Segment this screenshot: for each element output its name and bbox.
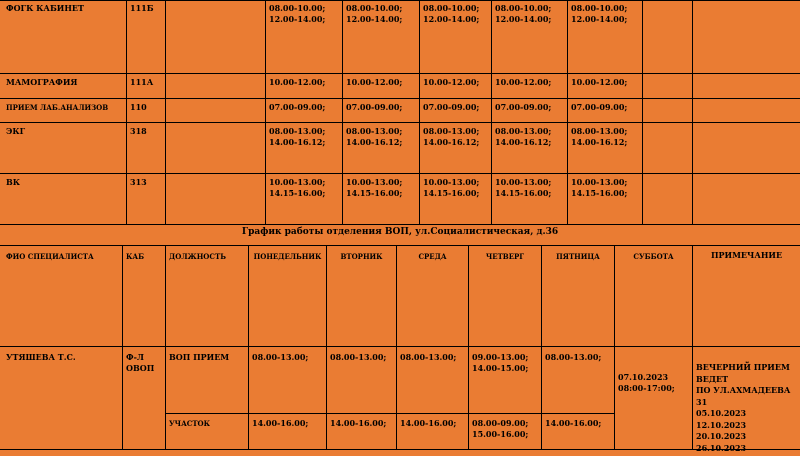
schedule-cell: 07.00-09.00; bbox=[571, 102, 628, 112]
schedule-cell: 14.00-16.00; bbox=[545, 418, 602, 428]
note-text: ВЕЧЕРНИЙ ПРИЕМ ВЕДЕТ ПО УЛ.АХМАДЕЕВА 31 05.10.2023 12.10.2023 20.10.2023 26.10.2023 bbox=[696, 362, 791, 453]
header-monday: ПОНЕДЕЛЬНИК bbox=[253, 252, 322, 261]
schedule-cell: 10.00-13.00; 14.15-16.00; bbox=[495, 177, 552, 198]
header-wednesday: СРЕДА bbox=[418, 252, 447, 261]
schedule-cell: 08.00-13.00; bbox=[330, 352, 387, 362]
schedule-cell: 08.00-10.00; 12.00-14.00; bbox=[495, 3, 552, 24]
schedule-cell: 09.00-13.00; 14.00-15.00; bbox=[472, 352, 529, 373]
schedule-cell: 08.00-13.00; 14.00-16.12; bbox=[571, 126, 628, 147]
schedule-cell: 08.00-13.00; 14.00-16.12; bbox=[495, 126, 552, 147]
schedule-cell: 10.00-12.00; bbox=[269, 77, 326, 87]
room-number: 110 bbox=[130, 102, 147, 112]
schedule-cell: 07.00-09.00; bbox=[346, 102, 403, 112]
header-cab: КАБ bbox=[126, 252, 145, 261]
schedule-cell: 08.00-13.00; 14.00-16.12; bbox=[423, 126, 480, 147]
room-number: 313 bbox=[130, 177, 147, 187]
service-name: ПРИЕМ ЛАБ.АНАЛИЗОВ bbox=[6, 103, 109, 112]
saturday-schedule: 07.10.2023 08:00-17:00; bbox=[618, 372, 675, 393]
room-number: 111А bbox=[130, 77, 154, 87]
schedule-cell: 10.00-12.00; bbox=[571, 77, 628, 87]
schedule-cell: 08.00-09.00; 15.00-16.00; bbox=[472, 418, 529, 439]
schedule-cell: 08.00-10.00; 12.00-14.00; bbox=[423, 3, 480, 24]
schedule-cell: 08.00-13.00; 14.00-16.12; bbox=[269, 126, 326, 147]
schedule-cell: 07.00-09.00; bbox=[423, 102, 480, 112]
schedule-cell: 08.00-13.00; bbox=[400, 352, 457, 362]
header-thursday: ЧЕТВЕРГ bbox=[485, 252, 525, 261]
position-vop: ВОП ПРИЕМ bbox=[169, 352, 230, 362]
header-saturday: СУББОТА bbox=[633, 252, 674, 261]
schedule-cell: 10.00-12.00; bbox=[423, 77, 480, 87]
header-fio: ФИО СПЕЦИАЛИСТА bbox=[6, 252, 94, 261]
schedule-cell: 08.00-13.00; bbox=[545, 352, 602, 362]
schedule-cell: 14.00-16.00; bbox=[400, 418, 457, 428]
schedule-cell: 08.00-10.00; 12.00-14.00; bbox=[571, 3, 628, 24]
service-name: ЭКГ bbox=[6, 126, 26, 136]
schedule-cell: 07.00-09.00; bbox=[269, 102, 326, 112]
schedule-cell: 10.00-12.00; bbox=[495, 77, 552, 87]
schedule-cell: 10.00-13.00; 14.15-16.00; bbox=[423, 177, 480, 198]
header-tuesday: ВТОРНИК bbox=[340, 252, 383, 261]
schedule-cell: 14.00-16.00; bbox=[330, 418, 387, 428]
schedule-cell: 08.00-13.00; bbox=[252, 352, 309, 362]
header-position: ДОЛЖНОСТЬ bbox=[169, 252, 226, 261]
position-uchastok: УЧАСТОК bbox=[169, 419, 211, 428]
room-number: 111Б bbox=[130, 3, 154, 13]
schedule-cell: 08.00-10.00; 12.00-14.00; bbox=[269, 3, 326, 24]
schedule-cell: 08.00-13.00; 14.00-16.12; bbox=[346, 126, 403, 147]
specialist-name: УТЯШЕВА Т.С. bbox=[6, 352, 76, 362]
header-note: ПРИМЕЧАНИЕ bbox=[710, 250, 783, 260]
schedule-cell: 10.00-12.00; bbox=[346, 77, 403, 87]
specialist-cab: Ф-Л ОВОП bbox=[126, 352, 155, 373]
schedule-caption: График работы отделения ВОП, ул.Социалистическая, д.36 bbox=[241, 227, 559, 237]
schedule-cell: 10.00-13.00; 14.15-16.00; bbox=[346, 177, 403, 198]
header-friday: ПЯТНИЦА bbox=[556, 252, 600, 261]
service-name: ВК bbox=[6, 177, 21, 187]
room-number: 318 bbox=[130, 126, 147, 136]
schedule-cell: 07.00-09.00; bbox=[495, 102, 552, 112]
service-name: МАМОГРАФИЯ bbox=[6, 77, 78, 87]
schedule-cell: 10.00-13.00; 14.15-16.00; bbox=[571, 177, 628, 198]
schedule-cell: 08.00-10.00; 12.00-14.00; bbox=[346, 3, 403, 24]
service-name: ФОГК КАБИНЕТ bbox=[6, 3, 84, 13]
schedule-cell: 14.00-16.00; bbox=[252, 418, 309, 428]
schedule-cell: 10.00-13.00; 14.15-16.00; bbox=[269, 177, 326, 198]
